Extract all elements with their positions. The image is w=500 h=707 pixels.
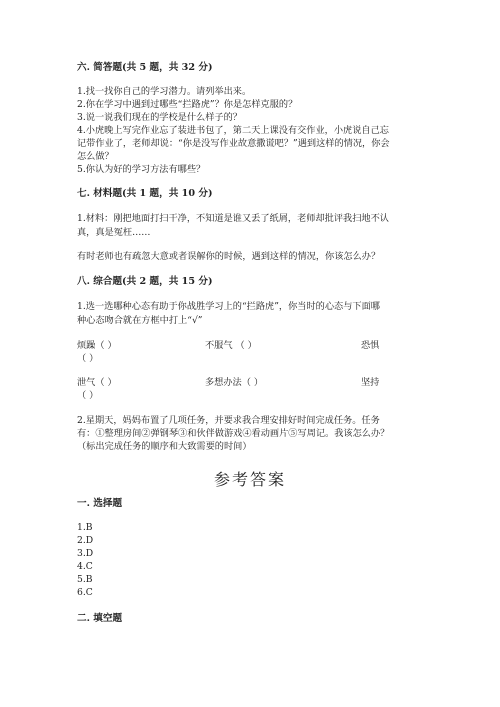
answers-section-1-heading: 一. 选择题: [77, 498, 123, 509]
question-8-2-line-2: 有：①整理房间②弹钢琴③和伙伴做游戏④看动画片⑤写周记。我该怎么办？: [77, 428, 390, 439]
option-bufuqi: 不服气 （ ）: [205, 340, 257, 351]
question-8-1-line-2: 种心态吻合就在方框中打上“√”: [77, 315, 203, 326]
option-kongju: 恐惧: [361, 340, 380, 351]
option-xieqi: 泄气（ ）: [77, 377, 117, 388]
section-7-heading: 七. 材料题(共 1 题，共 10 分): [77, 188, 213, 199]
section-8-heading: 八. 综合题(共 2 题，共 15 分): [77, 276, 213, 287]
material-line-2: 真，真是冤枉……: [77, 227, 151, 238]
question-6-5: 5.你认为好的学习方法有哪些？: [77, 164, 206, 175]
question-6-4-line-2: 记带作业了，老师却说：“你是没写作业故意撒谎吧？”遇到这样的情况，你会: [77, 138, 390, 149]
section-6-heading: 六. 简答题(共 5 题，共 32 分): [77, 62, 213, 73]
answers-title: 参考答案: [213, 470, 286, 489]
question-6-3: 3.说一说我们现在的学校是什么样子的？: [77, 112, 242, 123]
option-fanzao: 烦躁（ ）: [77, 340, 117, 351]
question-8-1-line-1: 1.选一选哪种心态有助于你战胜学习上的“拦路虎”，你当时的心态与下面哪: [77, 301, 380, 312]
answers-title-wrap: [0, 467, 500, 490]
answers-section-2-heading: 二. 填空题: [77, 613, 123, 624]
answer-item: 6.C: [77, 587, 93, 598]
question-6-4-line-3: 怎么做？: [77, 151, 114, 162]
answer-item: 4.C: [77, 561, 93, 572]
answer-item: 3.D: [77, 548, 94, 559]
option-duoxiangbanfa: 多想办法（ ）: [205, 377, 264, 388]
option-kongju-bracket: （ ）: [77, 353, 99, 364]
question-6-1: 1.找一找你自己的学习潜力。请列举出来。: [77, 86, 252, 97]
option-jianchi-bracket: （ ）: [77, 390, 99, 401]
answer-item: 1.B: [77, 522, 93, 533]
question-6-2: 2.你在学习中遇到过哪些“拦路虎”？你是怎样克服的？: [77, 99, 298, 110]
option-jianchi: 坚持: [361, 377, 380, 388]
material-line-1: 1.材料：刚把地面打扫干净，不知道是谁又丢了纸屑，老师却批评我扫地不认: [77, 213, 389, 224]
material-question: 有时老师也有疏忽大意或者误解你的时候，遇到这样的情况，你该怎么办？: [77, 251, 381, 262]
answer-item: 2.D: [77, 535, 94, 546]
question-8-2-line-1: 2.星期天，妈妈布置了几项任务，并要求我合理安排好时间完成任务。任务: [77, 415, 380, 426]
question-8-2-line-3: （标出完成任务的顺序和大致需要的时间）: [77, 441, 252, 452]
question-6-4-line-1: 4.小虎晚上写完作业忘了装进书包了，第二天上课没有交作业，小虎说自己忘: [77, 125, 389, 136]
answer-item: 5.B: [77, 574, 93, 585]
